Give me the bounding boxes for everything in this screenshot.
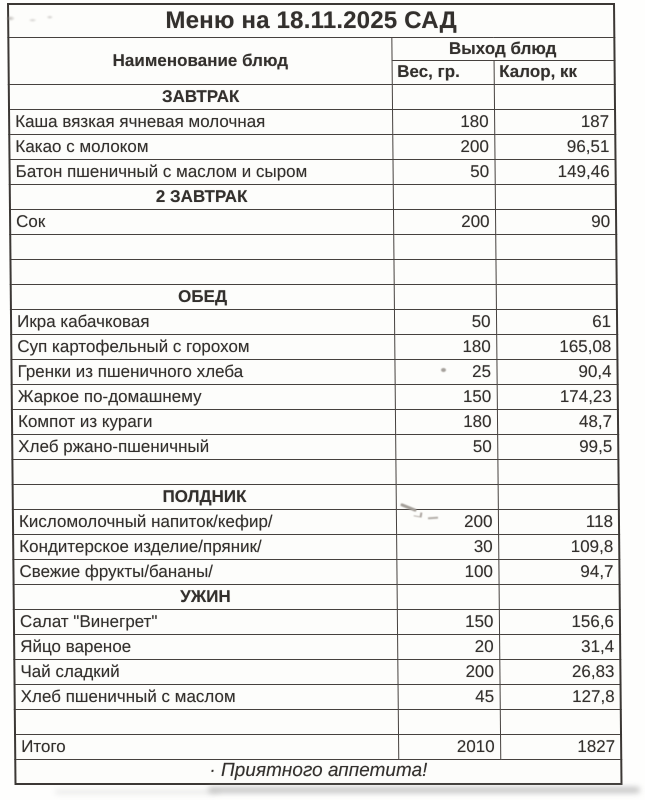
weight-cell bbox=[392, 84, 494, 109]
section-row bbox=[9, 84, 615, 109]
calories-cell: 109,8 bbox=[498, 534, 619, 559]
menu-title: Меню на 18.11.2025 САД bbox=[8, 4, 614, 37]
col-header-calories: Калор, кк bbox=[494, 60, 615, 84]
scan-area bbox=[7, 3, 623, 785]
col-header-weight: Вес, гр. bbox=[392, 60, 494, 84]
weight-cell: 50 bbox=[394, 309, 496, 334]
calories-cell: 165,08 bbox=[496, 334, 617, 359]
weight-cell: 150 bbox=[395, 384, 497, 409]
dish-name-cell: Чай сладкий bbox=[14, 659, 397, 684]
section-row bbox=[14, 584, 620, 609]
total-row bbox=[15, 734, 621, 759]
col-header-name: Наименование блюд bbox=[8, 37, 391, 84]
menu-item-row bbox=[11, 359, 617, 384]
weight-cell: 200 bbox=[396, 509, 498, 534]
empty-row bbox=[10, 259, 616, 284]
dish-name-cell: Салат "Винегрет" bbox=[14, 609, 397, 634]
scan-edge-shadow bbox=[208, 787, 640, 793]
calories-cell bbox=[494, 84, 615, 109]
menu-item-row bbox=[12, 434, 618, 459]
calories-cell: 1827 bbox=[500, 734, 621, 759]
menu-item-row bbox=[9, 159, 615, 184]
calories-cell: 90,4 bbox=[496, 359, 617, 384]
calories-cell: 156,6 bbox=[499, 609, 620, 634]
section-title: УЖИН bbox=[14, 584, 397, 609]
calories-cell: 99,5 bbox=[497, 434, 618, 459]
section-row bbox=[11, 284, 617, 309]
weight-cell: 20 bbox=[397, 634, 499, 659]
title-row bbox=[8, 4, 614, 37]
dish-name-cell: Какао с молоком bbox=[9, 134, 392, 159]
footer-note: · Приятного аппетита! bbox=[15, 759, 621, 784]
menu-item-row bbox=[9, 134, 615, 159]
menu-table bbox=[7, 3, 623, 785]
calories-cell bbox=[498, 484, 619, 509]
weight-cell bbox=[394, 284, 496, 309]
calories-cell bbox=[495, 234, 616, 259]
weight-cell bbox=[395, 459, 497, 484]
weight-cell: 45 bbox=[398, 684, 500, 709]
section-title: ЗАВТРАК bbox=[9, 84, 392, 109]
calories-cell: 90 bbox=[495, 209, 616, 234]
calories-cell bbox=[495, 259, 616, 284]
dish-name-cell bbox=[15, 709, 398, 734]
dish-name-cell: Свежие фрукты/бананы/ bbox=[13, 559, 396, 584]
section-title: ПОЛДНИК bbox=[13, 484, 396, 509]
col-header-output: Выход блюд bbox=[391, 37, 614, 60]
menu-item-row bbox=[9, 109, 615, 134]
table-footer bbox=[15, 759, 621, 784]
weight-cell: 100 bbox=[396, 559, 498, 584]
dish-name-cell: Яйцо вареное bbox=[14, 634, 397, 659]
weight-cell: 50 bbox=[392, 159, 494, 184]
menu-item-row bbox=[12, 384, 618, 409]
calories-cell: 61 bbox=[496, 309, 617, 334]
dish-name-cell: Компот из кураги bbox=[12, 409, 395, 434]
calories-cell: 187 bbox=[494, 109, 615, 134]
footer-row bbox=[15, 759, 621, 784]
weight-cell: 180 bbox=[394, 334, 496, 359]
menu-item-row bbox=[14, 659, 620, 684]
calories-cell bbox=[497, 459, 618, 484]
dish-name-cell bbox=[10, 234, 393, 259]
calories-cell bbox=[500, 709, 621, 734]
dish-name-cell: Каша вязкая ячневая молочная bbox=[9, 109, 392, 134]
calories-cell: 26,83 bbox=[499, 659, 620, 684]
weight-cell: 25 bbox=[394, 359, 496, 384]
table-body bbox=[9, 84, 621, 759]
dish-name-cell: Гренки из пшеничного хлеба bbox=[11, 359, 394, 384]
table-header bbox=[8, 4, 615, 84]
weight-cell bbox=[398, 709, 500, 734]
dish-name-cell: Хлеб ржано-пшеничный bbox=[12, 434, 395, 459]
calories-cell: 48,7 bbox=[497, 409, 618, 434]
menu-item-row bbox=[15, 684, 621, 709]
menu-item-row bbox=[11, 334, 617, 359]
menu-item-row bbox=[13, 534, 619, 559]
dish-name-cell: Батон пшеничный с маслом и сыром bbox=[9, 159, 392, 184]
empty-row bbox=[10, 234, 616, 259]
calories-cell: 94,7 bbox=[498, 559, 619, 584]
calories-cell: 149,46 bbox=[494, 159, 615, 184]
dish-name-cell: Суп картофельный с горохом bbox=[11, 334, 394, 359]
weight-cell: 180 bbox=[395, 409, 497, 434]
weight-cell bbox=[393, 184, 495, 209]
menu-item-row bbox=[14, 634, 620, 659]
calories-cell: 31,4 bbox=[499, 634, 620, 659]
dish-name-cell bbox=[10, 259, 393, 284]
section-row bbox=[13, 484, 619, 509]
menu-item-row bbox=[14, 609, 620, 634]
weight-cell: 30 bbox=[396, 534, 498, 559]
weight-cell: 150 bbox=[397, 609, 499, 634]
weight-cell: 180 bbox=[392, 109, 494, 134]
dish-name-cell: Икра кабачковая bbox=[11, 309, 394, 334]
calories-cell bbox=[496, 284, 617, 309]
empty-row bbox=[12, 459, 618, 484]
weight-cell: 200 bbox=[392, 134, 494, 159]
weight-cell: 2010 bbox=[398, 734, 500, 759]
scan-edge-shadow bbox=[55, 790, 220, 794]
total-label: Итого bbox=[15, 734, 398, 759]
menu-item-row bbox=[11, 309, 617, 334]
dish-name-cell: Сок bbox=[10, 209, 393, 234]
weight-cell bbox=[393, 259, 495, 284]
calories-cell: 127,8 bbox=[500, 684, 621, 709]
calories-cell: 96,51 bbox=[494, 134, 615, 159]
section-title: ОБЕД bbox=[11, 284, 394, 309]
menu-item-row bbox=[12, 409, 618, 434]
calories-cell bbox=[495, 184, 616, 209]
dish-name-cell: Кисломолочный напиток/кефир/ bbox=[13, 509, 396, 534]
menu-item-row bbox=[10, 209, 616, 234]
dish-name-cell: Кондитерское изделие/пряник/ bbox=[13, 534, 396, 559]
calories-cell bbox=[499, 584, 620, 609]
menu-item-row bbox=[13, 559, 619, 584]
weight-cell bbox=[393, 234, 495, 259]
weight-cell bbox=[397, 584, 499, 609]
menu-item-row bbox=[13, 509, 619, 534]
header-row-group bbox=[8, 37, 614, 60]
dish-name-cell bbox=[12, 459, 395, 484]
empty-row bbox=[15, 709, 621, 734]
weight-cell bbox=[396, 484, 498, 509]
weight-cell: 200 bbox=[397, 659, 499, 684]
calories-cell: 174,23 bbox=[497, 384, 618, 409]
dish-name-cell: Хлеб пшеничный с маслом bbox=[15, 684, 398, 709]
calories-cell: 118 bbox=[498, 509, 619, 534]
section-title: 2 ЗАВТРАК bbox=[10, 184, 393, 209]
weight-cell: 200 bbox=[393, 209, 495, 234]
section-row bbox=[10, 184, 616, 209]
dish-name-cell: Жаркое по-домашнему bbox=[12, 384, 395, 409]
weight-cell: 50 bbox=[395, 434, 497, 459]
